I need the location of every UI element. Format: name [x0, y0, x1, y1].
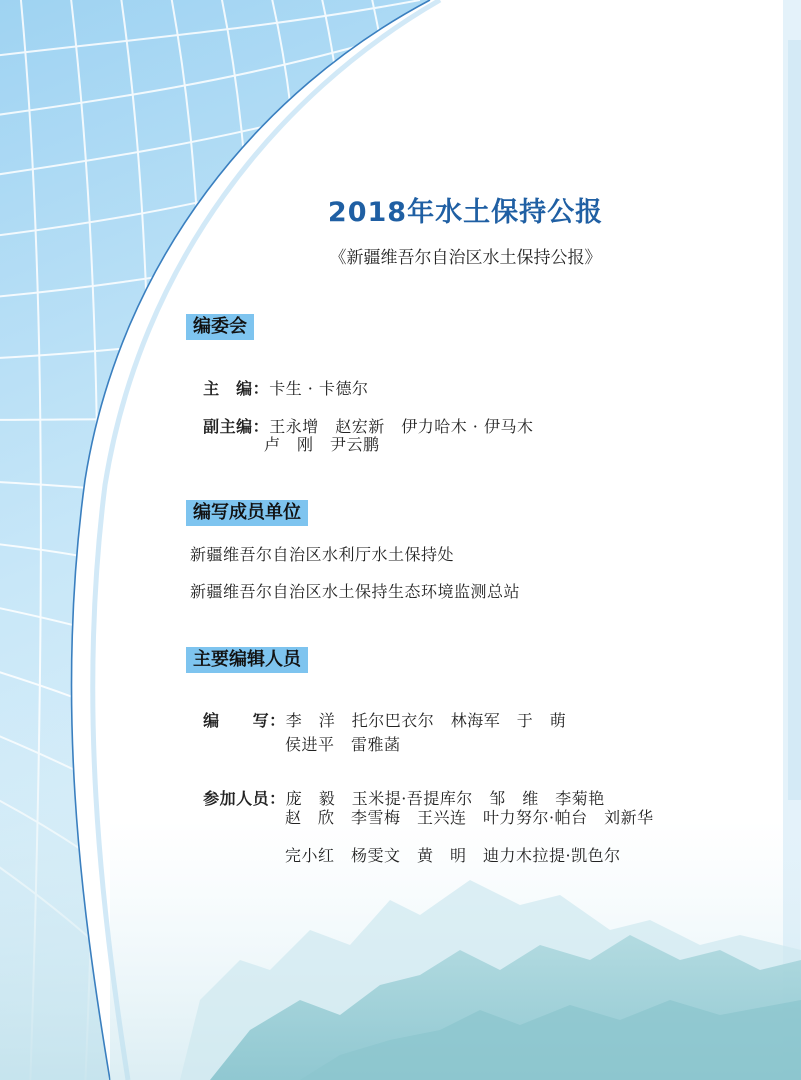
page-title: 2018年水土保持公报 — [327, 197, 604, 228]
section-header-editors: 主要编辑人员 — [186, 647, 308, 673]
section-header-units: 编写成员单位 — [186, 500, 308, 526]
participants-names-1: 庞 毅 玉米提·吾提库尔 邹 维 李菊艳 — [285, 789, 605, 808]
participants-names-3: 完小红 杨雯文 黄 明 迪力木拉提·凯色尔 — [285, 846, 621, 865]
page-subtitle: 《新疆维吾尔自治区水土保持公报》 — [329, 248, 602, 268]
writer-row — [192, 689, 566, 731]
deputy-editor-names-2: 卢 刚 尹云鹏 — [264, 435, 380, 454]
deputy-editor-label: 副主编： — [203, 417, 270, 436]
chief-editor-name: 卡生 · 卡德尔 — [269, 379, 369, 398]
participants-label: 参加人员： — [203, 789, 286, 808]
unit-item-2: 新疆维吾尔自治区水土保持生态环境监测总站 — [190, 582, 521, 601]
writer-names: 李 洋 托尔巴衣尔 林海军 于 萌 — [285, 711, 567, 730]
section-header-editorial-board: 编委会 — [186, 314, 254, 340]
chief-editor-label: 主 编： — [203, 379, 270, 398]
chief-editor-row — [192, 357, 368, 399]
unit-item-1: 新疆维吾尔自治区水利厅水土保持处 — [190, 545, 455, 564]
writer-label: 编 写： — [203, 711, 286, 730]
deputy-editor-names: 王永增 赵宏新 伊力哈木 · 伊马木 — [269, 417, 534, 436]
participants-names-2: 赵 欣 李雪梅 王兴连 叶力努尔·帕台 刘新华 — [285, 808, 654, 827]
participants-row — [192, 767, 605, 809]
writer-names-2: 侯进平 雷雅菡 — [285, 735, 401, 754]
deputy-editor-row — [192, 395, 533, 437]
